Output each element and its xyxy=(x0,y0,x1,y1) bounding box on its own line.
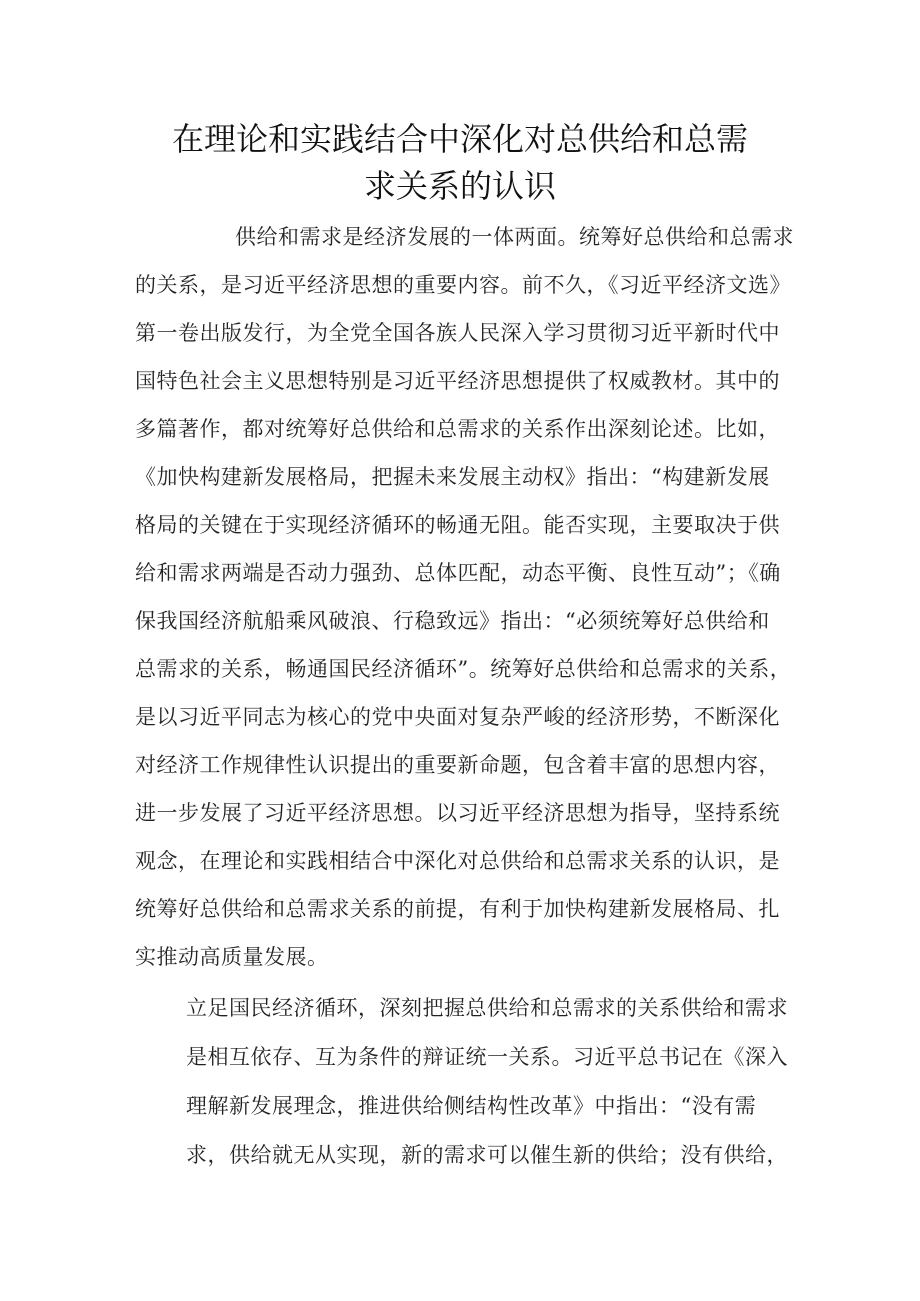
paragraph-line: 立足国民经济循环，深刻把握总供给和总需求的关系供给和需求 xyxy=(186,996,788,1020)
paragraph-line: 多篇著作，都对统筹好总供给和总需求的关系作出深刻论述。比如， xyxy=(135,417,780,441)
paragraph-line: 进一步发展了习近平经济思想。以习近平经济思想为指导，坚持系统 xyxy=(135,801,780,825)
paragraph-line: 总需求的关系，畅通国民经济循环”。统筹好总供给和总需求的关系， xyxy=(135,657,792,681)
paragraph-line: 的关系，是习近平经济思想的重要内容。前不久，《习近平经济文选》 xyxy=(135,273,791,297)
paragraph-line: 格局的关键在于实现经济循环的畅通无阻。能否实现，主要取决于供 xyxy=(135,513,780,537)
paragraph-line: 对经济工作规律性认识提出的重要新命题，包含着丰富的思想内容， xyxy=(135,753,780,777)
document-title-line-2: 求关系的认识 xyxy=(363,167,556,205)
paragraph-line: 保我国经济航船乘风破浪、行稳致远》指出：“必须统筹好总供给和 xyxy=(135,609,770,633)
paragraph-line: 统筹好总供给和总需求关系的前提，有利于加快构建新发展格局、扎 xyxy=(135,897,780,921)
paragraph-line: 供给和需求是经济发展的一体两面。统筹好总供给和总需求 xyxy=(235,225,794,249)
paragraph-line: 给和需求两端是否动力强劲、总体匹配，动态平衡、良性互动”；《确 xyxy=(135,561,781,585)
paragraph-line: 实推动高质量发展。 xyxy=(135,945,329,969)
paragraph-line: 观念，在理论和实践相结合中深化对总供给和总需求关系的认识，是 xyxy=(135,849,780,873)
paragraph-line: 第一卷出版发行，为全党全国各族人民深入学习贯彻习近平新时代中 xyxy=(135,321,780,345)
paragraph-line: 理解新发展理念，推进供给侧结构性改革》中指出：“没有需 xyxy=(186,1094,757,1118)
paragraph-line: 求，供给就无从实现，新的需求可以催生新的供给；没有供给， xyxy=(186,1143,788,1167)
paragraph-line: 是相互依存、互为条件的辩证统一关系。习近平总书记在《深入 xyxy=(186,1045,788,1069)
paragraph-line: 《加快构建新发展格局，把握未来发展主动权》指出：“构建新发展 xyxy=(135,465,770,489)
paragraph-line: 国特色社会主义思想特别是习近平经济思想提供了权威教材。其中的 xyxy=(135,369,780,393)
document-title-line-1: 在理论和实践结合中深化对总供给和总需 xyxy=(171,120,748,158)
paragraph-line: 是以习近平同志为核心的党中央面对复杂严峻的经济形势，不断深化 xyxy=(135,705,780,729)
